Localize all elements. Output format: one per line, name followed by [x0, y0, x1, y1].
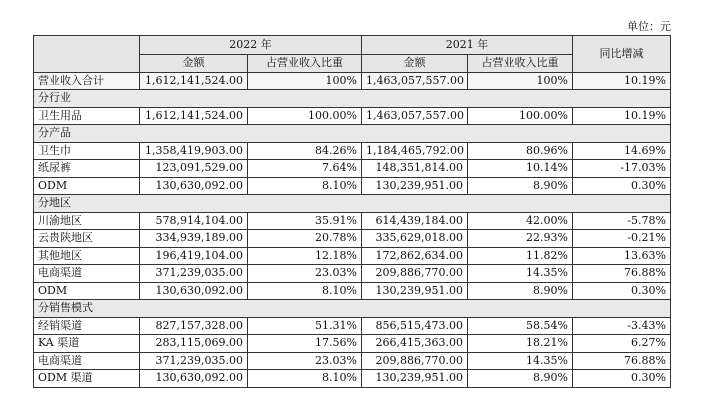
amount-2022: 1,612,141,524.00 — [140, 107, 248, 125]
share-2021: 8.90% — [468, 370, 573, 388]
yoy-change: 0.30% — [573, 370, 671, 388]
amount-2021: 148,351,814.00 — [362, 160, 468, 178]
row-label: ODM — [34, 177, 140, 195]
share-2022: 8.10% — [248, 370, 362, 388]
share-2021: 18.21% — [468, 335, 573, 353]
section-label: 分产品 — [34, 125, 671, 143]
section-label: 分销售模式 — [34, 300, 671, 318]
share-2022: 17.56% — [248, 335, 362, 353]
header-row-years — [34, 36, 671, 55]
yoy-change: 0.30% — [573, 177, 671, 195]
header-share-2022: 占营业收入比重 — [248, 55, 362, 73]
amount-2021: 130,239,951.00 — [362, 282, 468, 300]
row-label: 营业收入合计 — [34, 72, 140, 90]
amount-2022: 371,239,035.00 — [140, 352, 248, 370]
share-2021: 100% — [468, 72, 573, 90]
table-row — [34, 247, 671, 265]
row-label: 电商渠道 — [34, 265, 140, 283]
share-2021: 8.90% — [468, 282, 573, 300]
table-body — [34, 72, 671, 387]
row-label: 经销渠道 — [34, 317, 140, 335]
table-row — [34, 317, 671, 335]
share-2021: 14.35% — [468, 265, 573, 283]
share-2022: 23.03% — [248, 265, 362, 283]
row-label: 云贵陕地区 — [34, 230, 140, 248]
share-2021: 8.90% — [468, 177, 573, 195]
amount-2022: 130,630,092.00 — [140, 370, 248, 388]
amount-2021: 130,239,951.00 — [362, 370, 468, 388]
share-2021: 100.00% — [468, 107, 573, 125]
share-2021: 22.93% — [468, 230, 573, 248]
share-2022: 84.26% — [248, 142, 362, 160]
row-label: 卫生用品 — [34, 107, 140, 125]
share-2022: 100.00% — [248, 107, 362, 125]
header-2022: 2022 年 — [140, 36, 362, 55]
share-2022: 35.91% — [248, 212, 362, 230]
row-label: 川渝地区 — [34, 212, 140, 230]
table-row — [34, 107, 671, 125]
amount-2021: 335,629,018.00 — [362, 230, 468, 248]
yoy-change: 10.19% — [573, 107, 671, 125]
table-row — [34, 370, 671, 388]
table-row — [34, 177, 671, 195]
share-2022: 8.10% — [248, 177, 362, 195]
amount-2021: 1,463,057,557.00 — [362, 72, 468, 90]
amount-2022: 130,630,092.00 — [140, 177, 248, 195]
section-row — [34, 195, 671, 213]
amount-2021: 614,439,184.00 — [362, 212, 468, 230]
amount-2022: 827,157,328.00 — [140, 317, 248, 335]
share-2021: 11.82% — [468, 247, 573, 265]
amount-2022: 371,239,035.00 — [140, 265, 248, 283]
header-blank — [34, 36, 140, 73]
amount-2021: 209,886,770.00 — [362, 265, 468, 283]
table-row — [34, 265, 671, 283]
row-label: ODM — [34, 282, 140, 300]
amount-2022: 196,419,104.00 — [140, 247, 248, 265]
unit-label: 单位：元 — [627, 20, 671, 33]
header-amount-2022: 金额 — [140, 55, 248, 73]
amount-2022: 1,358,419,903.00 — [140, 142, 248, 160]
header-amount-2021: 金额 — [362, 55, 468, 73]
table-row — [34, 160, 671, 178]
row-label: 电商渠道 — [34, 352, 140, 370]
yoy-change: 14.69% — [573, 142, 671, 160]
total-row — [34, 72, 671, 90]
amount-2021: 856,515,473.00 — [362, 317, 468, 335]
yoy-change: 76.88% — [573, 352, 671, 370]
table-row — [34, 352, 671, 370]
table-row — [34, 282, 671, 300]
amount-2022: 123,091,529.00 — [140, 160, 248, 178]
table-row — [34, 230, 671, 248]
share-2021: 14.35% — [468, 352, 573, 370]
header-yoy: 同比增减 — [573, 36, 671, 73]
yoy-change: -17.03% — [573, 160, 671, 178]
row-label: 纸尿裤 — [34, 160, 140, 178]
table-row — [34, 142, 671, 160]
yoy-change: -5.78% — [573, 212, 671, 230]
amount-2021: 130,239,951.00 — [362, 177, 468, 195]
amount-2022: 130,630,092.00 — [140, 282, 248, 300]
yoy-change: 0.30% — [573, 282, 671, 300]
yoy-change: 13.63% — [573, 247, 671, 265]
amount-2021: 1,184,465,792.00 — [362, 142, 468, 160]
row-label: 其他地区 — [34, 247, 140, 265]
yoy-change: -0.21% — [573, 230, 671, 248]
table-row — [34, 335, 671, 353]
amount-2021: 209,886,770.00 — [362, 352, 468, 370]
share-2022: 8.10% — [248, 282, 362, 300]
amount-2022: 578,914,104.00 — [140, 212, 248, 230]
header-share-2021: 占营业收入比重 — [468, 55, 573, 73]
share-2022: 100% — [248, 72, 362, 90]
section-row — [34, 90, 671, 108]
row-label: ODM 渠道 — [34, 370, 140, 388]
share-2022: 51.31% — [248, 317, 362, 335]
section-row — [34, 125, 671, 143]
amount-2022: 283,115,069.00 — [140, 335, 248, 353]
share-2022: 20.78% — [248, 230, 362, 248]
revenue-composition-table — [33, 35, 671, 388]
amount-2021: 172,862,634.00 — [362, 247, 468, 265]
amount-2022: 334,939,189.00 — [140, 230, 248, 248]
amount-2021: 266,415,363.00 — [362, 335, 468, 353]
table-row — [34, 212, 671, 230]
yoy-change: 10.19% — [573, 72, 671, 90]
share-2021: 58.54% — [468, 317, 573, 335]
share-2021: 10.14% — [468, 160, 573, 178]
share-2021: 42.00% — [468, 212, 573, 230]
row-label: 卫生巾 — [34, 142, 140, 160]
section-label: 分行业 — [34, 90, 671, 108]
section-row — [34, 300, 671, 318]
section-label: 分地区 — [34, 195, 671, 213]
share-2022: 23.03% — [248, 352, 362, 370]
header-2021: 2021 年 — [362, 36, 573, 55]
yoy-change: 6.27% — [573, 335, 671, 353]
share-2022: 7.64% — [248, 160, 362, 178]
share-2022: 12.18% — [248, 247, 362, 265]
amount-2021: 1,463,057,557.00 — [362, 107, 468, 125]
yoy-change: -3.43% — [573, 317, 671, 335]
share-2021: 80.96% — [468, 142, 573, 160]
yoy-change: 76.88% — [573, 265, 671, 283]
amount-2022: 1,612,141,524.00 — [140, 72, 248, 90]
row-label: KA 渠道 — [34, 335, 140, 353]
